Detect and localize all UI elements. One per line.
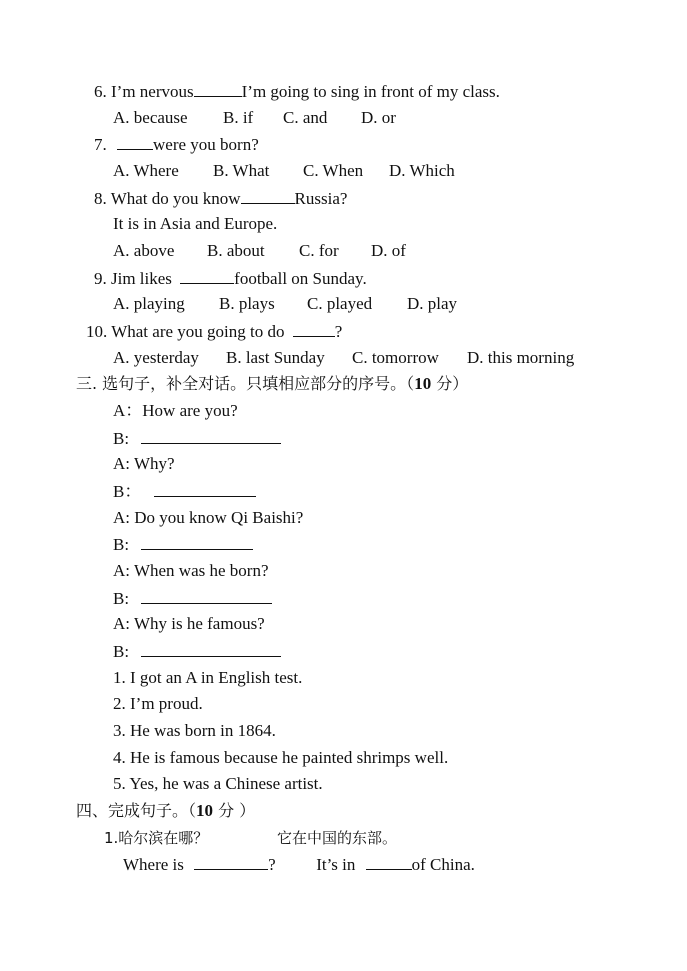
dialogue-line-5 <box>113 507 303 529</box>
speaker-label: A: <box>113 454 130 473</box>
option-c[interactable]: C. and <box>283 108 328 127</box>
option-b[interactable]: B. last Sunday <box>226 348 325 367</box>
section-3-score: 10 <box>414 374 432 393</box>
choice-2: 2. I’m proud. <box>113 694 203 713</box>
english-b-before: It’s in <box>316 855 356 874</box>
option-a[interactable]: A. because <box>113 108 188 127</box>
choice-4: 4. He is famous because he painted shrimps well. <box>113 748 449 767</box>
question-7 <box>94 133 259 156</box>
question-9 <box>94 267 367 290</box>
answer-blank[interactable] <box>293 320 335 337</box>
speaker-label: A: <box>113 614 130 633</box>
question-text-before: What are you going to do <box>111 322 285 341</box>
section-4-score: 10 <box>196 801 214 820</box>
option-c[interactable]: C. for <box>299 241 339 260</box>
question-9-options <box>113 293 457 315</box>
speaker-label: A: <box>113 508 130 527</box>
option-a[interactable]: A. playing <box>113 294 185 313</box>
dialogue-line-10 <box>113 640 281 663</box>
option-b[interactable]: B. about <box>207 241 265 260</box>
chinese-prompt-a: 1.哈尔滨在哪？ <box>104 829 209 847</box>
option-b[interactable]: B. if <box>223 108 254 127</box>
dialogue-line-9 <box>113 613 265 635</box>
answer-blank[interactable] <box>141 587 272 604</box>
answer-blank[interactable] <box>141 427 281 444</box>
question-number: 8. <box>94 189 107 208</box>
answer-blank-b[interactable] <box>366 853 412 870</box>
answer-blank[interactable] <box>180 267 234 284</box>
question-text-before: I’m nervous <box>111 82 194 101</box>
section-4-heading <box>76 800 255 822</box>
answer-blank[interactable] <box>141 640 281 657</box>
option-d[interactable]: D. play <box>407 294 458 313</box>
dialogue-line-6 <box>113 533 253 556</box>
answer-blank[interactable] <box>117 133 153 150</box>
question-6 <box>94 80 500 103</box>
dialogue-text: When was he born? <box>133 561 269 580</box>
question-text-after: Russia? <box>294 189 348 208</box>
option-b[interactable]: B. plays <box>219 294 275 313</box>
answer-blank-a[interactable] <box>194 853 268 870</box>
section-4-q1-chinese <box>104 827 397 849</box>
english-a-after: ? <box>268 855 276 874</box>
dialogue-line-1 <box>113 400 238 422</box>
question-8 <box>94 187 347 210</box>
english-a-before: Where is <box>123 855 184 874</box>
english-b-after: of China. <box>411 855 475 874</box>
option-b[interactable]: B. What <box>213 161 270 180</box>
dialogue-text: Why is he famous? <box>133 614 265 633</box>
section-3-heading-tail: 分） <box>431 374 469 393</box>
dialogue-line-4 <box>113 480 256 503</box>
question-8-options <box>113 240 406 262</box>
question-10 <box>86 320 342 343</box>
question-6-options <box>113 107 396 129</box>
answer-blank[interactable] <box>141 533 253 550</box>
question-text-after: were you born? <box>153 135 259 154</box>
answer-blank[interactable] <box>241 187 295 204</box>
question-7-options <box>113 160 455 182</box>
question-text-after: I’m going to sing in front of my class. <box>241 82 500 101</box>
option-d[interactable]: D. Which <box>389 161 455 180</box>
speaker-label: B: <box>113 535 130 554</box>
section-4-q1-english <box>123 853 475 876</box>
option-d[interactable]: D. of <box>371 241 406 260</box>
speaker-label: A： <box>113 401 143 420</box>
dialogue-line-8 <box>113 587 272 610</box>
dialogue-line-3 <box>113 453 175 475</box>
dialogue-text: Why? <box>133 454 175 473</box>
choice-1: 1. I got an A in English test. <box>113 668 303 687</box>
option-a[interactable]: A. Where <box>113 161 179 180</box>
option-d[interactable]: D. or <box>361 108 396 127</box>
dialogue-text: How are you? <box>142 401 238 420</box>
section-3-heading-text: 三. 选句子，补全对话。只填相应部分的序号。（ <box>76 374 415 393</box>
option-c[interactable]: C. tomorrow <box>352 348 439 367</box>
option-c[interactable]: C. played <box>307 294 373 313</box>
speaker-label: A: <box>113 561 130 580</box>
question-8-context: It is in Asia and Europe. <box>113 214 278 233</box>
option-a[interactable]: A. yesterday <box>113 348 199 367</box>
dialogue-text: Do you know Qi Baishi? <box>134 508 304 527</box>
dialogue-line-2 <box>113 427 281 450</box>
dialogue-line-7 <box>113 560 268 582</box>
choice-5: 5. Yes, he was a Chinese artist. <box>113 774 323 793</box>
question-number: 7. <box>94 135 107 154</box>
choice-3: 3. He was born in 1864. <box>113 721 276 740</box>
option-c[interactable]: C. When <box>303 161 364 180</box>
section-4-heading-text: 四、完成句子。（ <box>76 801 197 820</box>
speaker-label: B: <box>113 642 130 661</box>
option-a[interactable]: A. above <box>113 241 175 260</box>
section-3-heading <box>76 373 468 395</box>
question-number: 10. <box>86 322 108 341</box>
answer-blank[interactable] <box>194 80 242 97</box>
question-text-before: Jim likes <box>111 269 172 288</box>
question-text-after: ? <box>334 322 343 341</box>
speaker-label: B： <box>113 482 142 501</box>
chinese-prompt-b: 它在中国的东部。 <box>277 829 398 847</box>
question-number: 9. <box>94 269 107 288</box>
section-4-heading-tail: 分 ） <box>213 801 256 820</box>
question-text-after: football on Sunday. <box>234 269 367 288</box>
answer-blank[interactable] <box>154 480 256 497</box>
question-number: 6. <box>94 82 107 101</box>
question-10-options <box>113 347 574 369</box>
question-text-before: What do you know <box>110 189 241 208</box>
speaker-label: B: <box>113 429 130 448</box>
speaker-label: B: <box>113 589 130 608</box>
option-d[interactable]: D. this morning <box>467 348 575 367</box>
